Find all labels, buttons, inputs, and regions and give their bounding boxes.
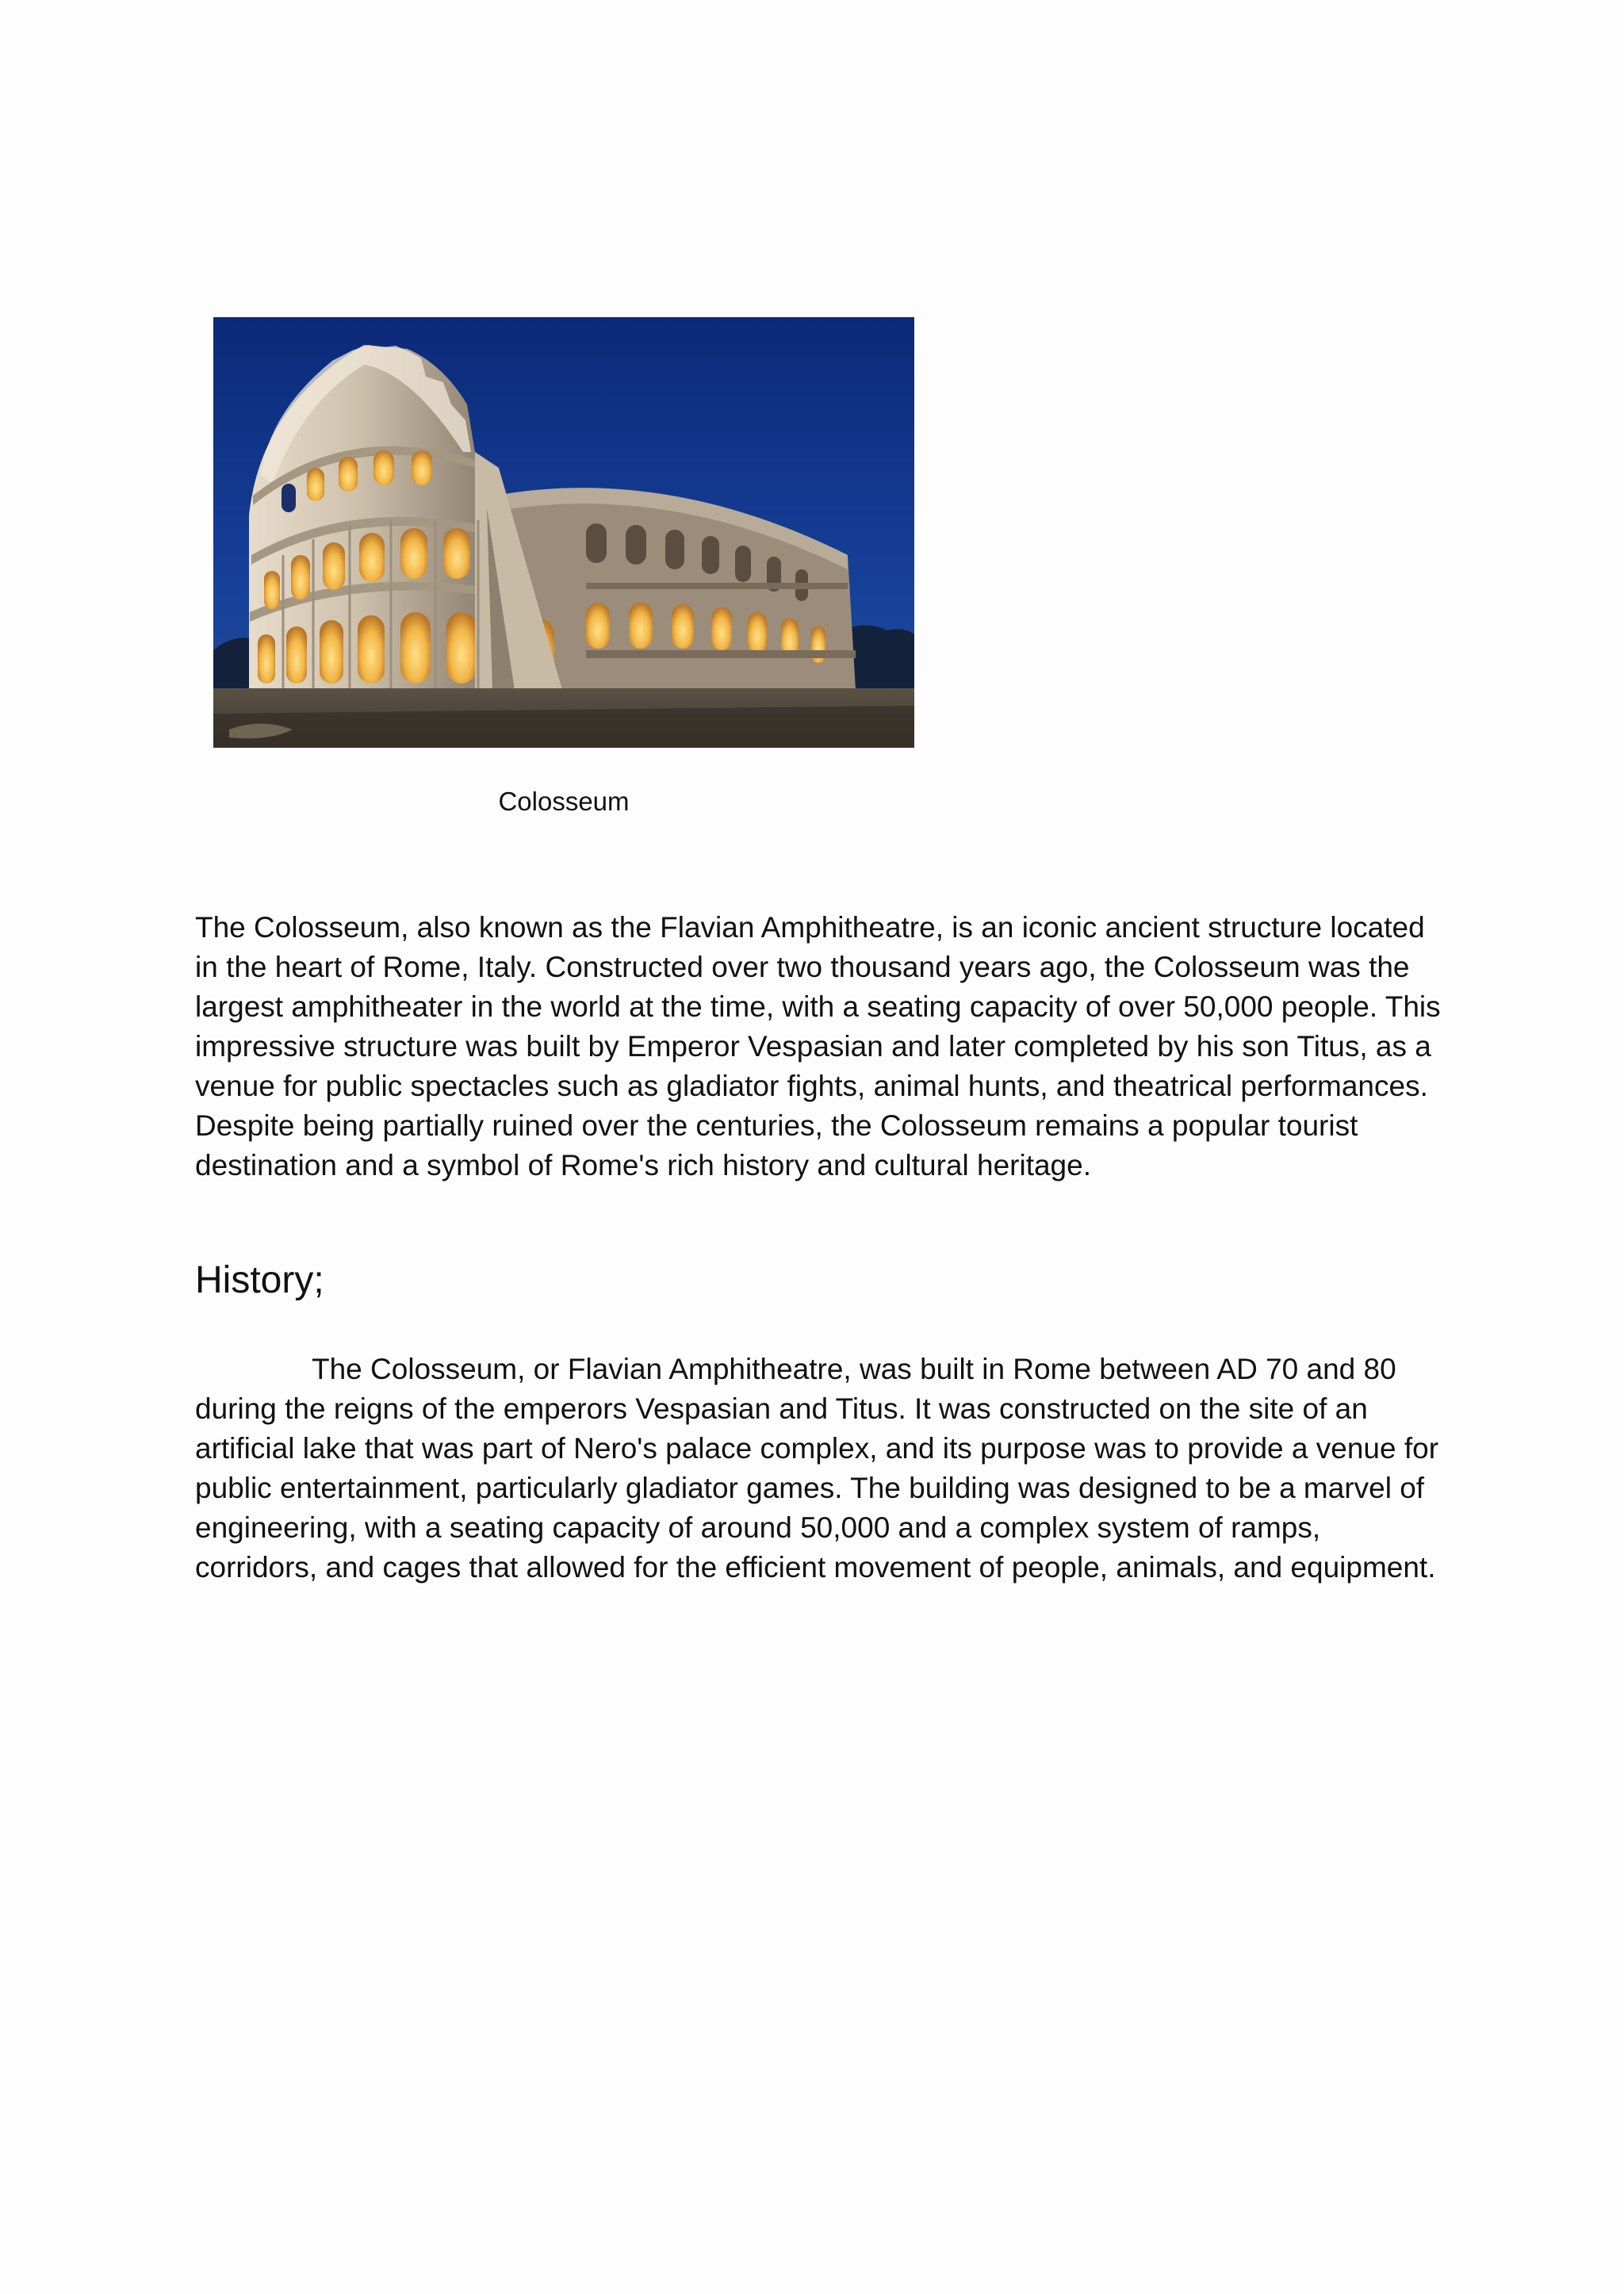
figure-caption: Colosseum: [498, 787, 630, 816]
history-heading: History;: [195, 1259, 324, 1301]
history-paragraph: The Colosseum, or Flavian Amphitheatre, was built in Rome between AD 70 and 80 during the reigns of the emperors Vespasian and Titus. It was constructed on the site of an artificial lake that was part of Nero's palace complex, and its purpose was to provide a venue for public entertainment, particularly gladiator games. The building was designed to be a marvel of engineering, with a seating capacity of around 50,000 and a complex system of ramps, corridors, and cages that allowed for the efficient movement of people, animals, and equipment.: [195, 1353, 1439, 1584]
intro-paragraph: The Colosseum, also known as the Flavian Amphitheatre, is an iconic ancient structure located in the heart of Rome, Italy. Constructed over two thousand years ago, the Colosseum was the largest amphitheater in the world at the time, with a seating capacity of over 50,000 people. This impressive structure was built by Emperor Vespasian and later completed by his son Titus, as a venue for public spectacles such as gladiator fights, animal hunts, and theatrical performances. Despite being partially ruined over the centuries, the Colosseum remains a popular tourist destination and a symbol of Rome's rich history and cultural heritage.: [195, 911, 1441, 1181]
colosseum-photo: [213, 317, 914, 748]
colosseum-illustration: [213, 317, 914, 748]
